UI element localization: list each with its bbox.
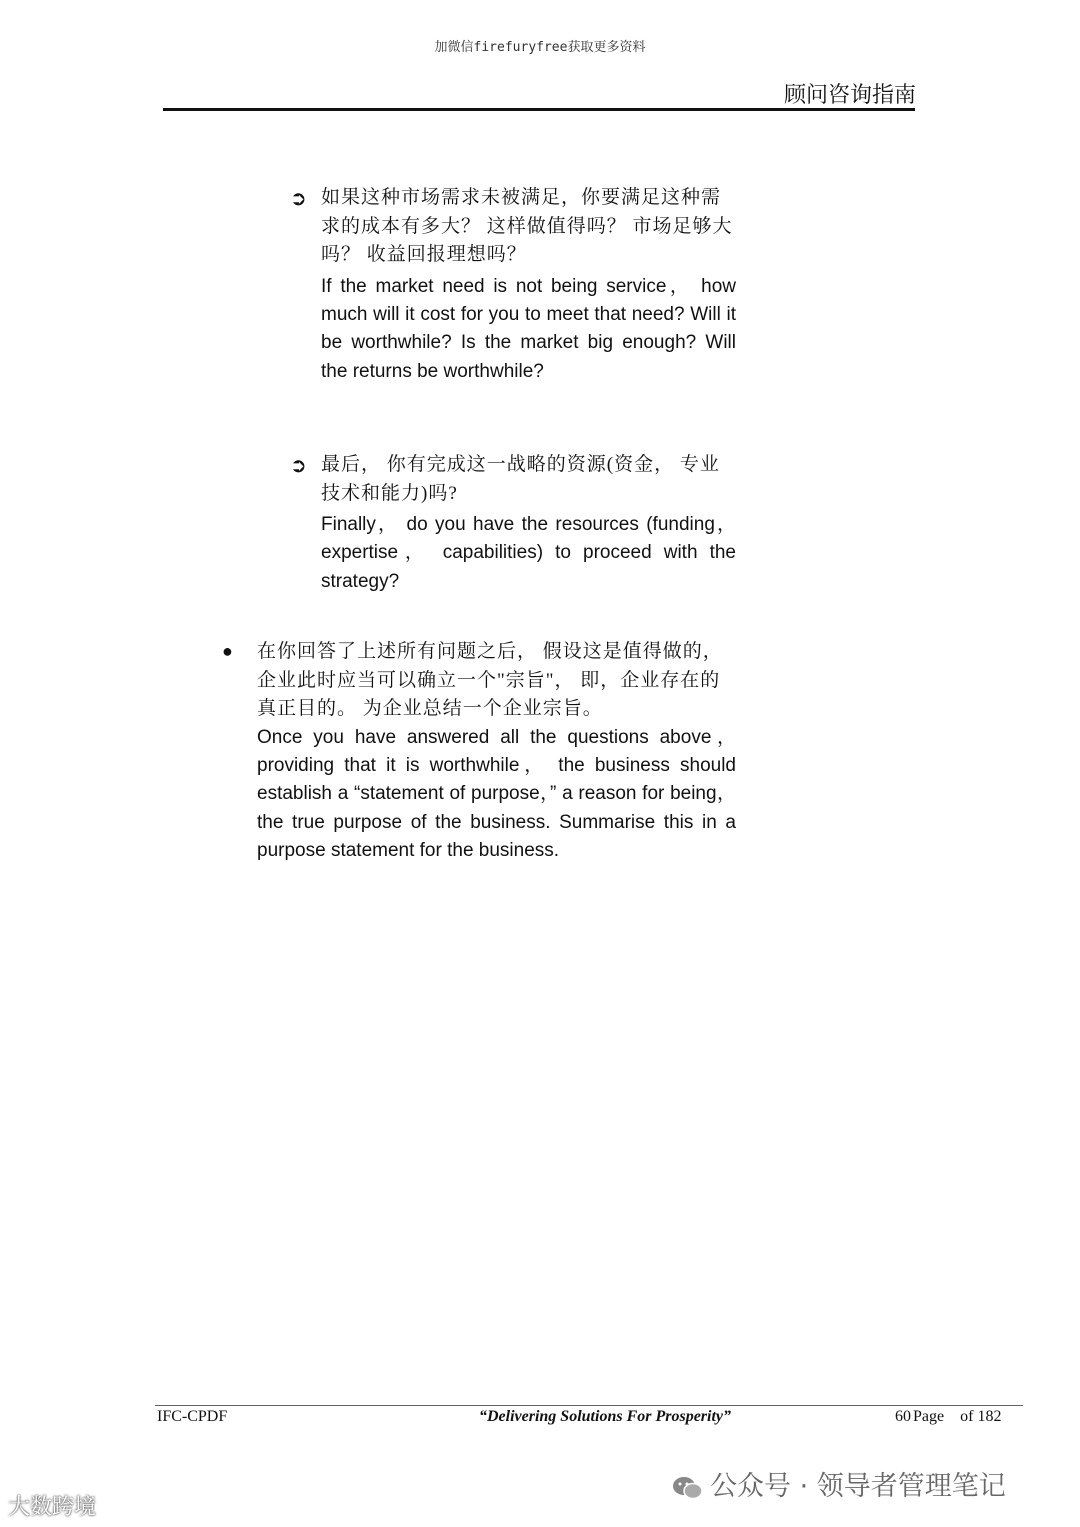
wechat-attribution — [672, 1464, 1006, 1503]
footer-left: IFC-CPDF — [157, 1408, 228, 1425]
item-zh-text: 如果这种市场需求未被满足，你要满足这种需求的成本有多大？ 这样做值得吗？ 市场足够大吗？ 收益回报理想吗？ — [321, 187, 733, 265]
item-zh-text: 最后， 你有完成这一战略的资源(资金， 专业技术和能力)吗? — [321, 454, 720, 504]
bullet-zh-text: 在你回答了上述所有问题之后， 假设这是值得做的， 企业此时应当可以确立一个"宗旨"， 即，企业存在的真正目的。 为企业总结一个企业宗旨。 — [257, 641, 723, 719]
list-item — [321, 184, 736, 386]
bullet-paragraph — [257, 638, 736, 866]
page-number: 60 — [895, 1408, 911, 1425]
header-rule — [163, 108, 915, 111]
footer-tagline: “Delivering Solutions For Prosperity” — [478, 1408, 732, 1425]
footer-rule — [155, 1405, 1023, 1406]
corner-watermark — [8, 1490, 96, 1521]
arrow-right-icon: ➲ — [290, 455, 307, 477]
wechat-label: 公众号 · 领导者管理笔记 — [710, 1471, 1006, 1502]
bullet-en-text: Once you have answered all the questions above， providing that it is worthwhile， the business should establish a “statement of purpose，” a reason for being， the true purpose of the business. Summarise this in a purpose statement for the business. — [257, 726, 736, 862]
list-item — [321, 451, 736, 596]
item-en-text: If the market need is not being service， how much will it cost for you to meet that need? Will it be worthwhile? Is the market big enough? Will the returns be worthwhile? — [321, 275, 736, 382]
bullet-dot-icon: ● — [222, 641, 233, 661]
corner-watermark-text: 大数跨境 — [8, 1495, 97, 1520]
item-en-text: Finally， do you have the resources (funding， expertise， capabilities) to proceed with the strategy? — [321, 514, 736, 592]
arrow-right-icon: ➲ — [290, 188, 307, 210]
page-label: Page — [913, 1408, 945, 1425]
wechat-icon — [672, 1475, 704, 1501]
page-indicator — [895, 1408, 1001, 1426]
header-title: 顾问咨询指南 — [783, 82, 916, 107]
top-watermark: 加微信firefuryfree获取更多资料 — [434, 40, 646, 55]
page-total: of 182 — [960, 1408, 1002, 1425]
